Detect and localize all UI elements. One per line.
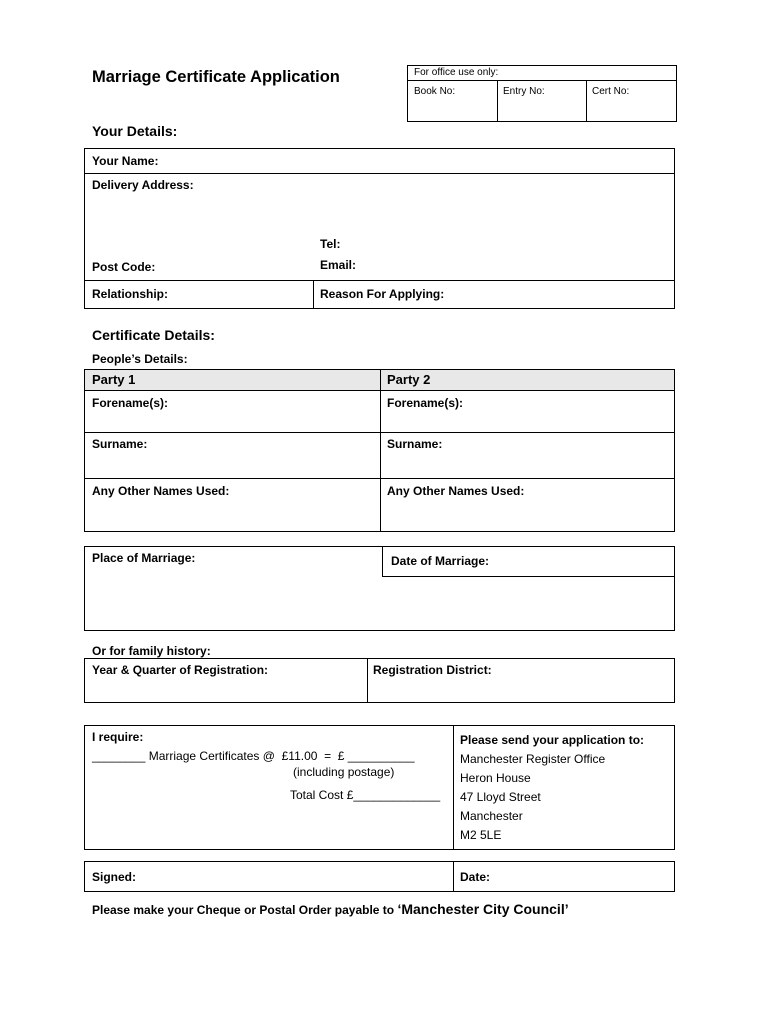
cert-no-label: Cert No: [592, 86, 630, 97]
payable-prefix: Please make your Cheque or Postal Order payable to [92, 903, 398, 917]
post-code-field[interactable]: Post Code: [92, 260, 156, 274]
party-2-surname-field[interactable]: Surname: [387, 437, 443, 451]
relationship-field[interactable]: Relationship: [92, 287, 169, 301]
party-2-header: Party 2 [387, 372, 431, 387]
your-details-box [84, 148, 675, 309]
party-1-header: Party 1 [92, 372, 136, 387]
page-title: Marriage Certificate Application [92, 68, 340, 86]
tel-field[interactable]: Tel: [320, 237, 341, 251]
family-history-heading: Or for family history: [92, 644, 211, 658]
your-name-field[interactable]: Your Name: [92, 154, 159, 168]
reason-field[interactable]: Reason For Applying: [320, 287, 445, 301]
address-line-3: 47 Lloyd Street [460, 790, 541, 804]
peoples-details-label: People’s Details: [92, 352, 188, 366]
payee-name: ‘Manchester City Council’ [397, 901, 569, 917]
peoples-details-table [84, 369, 675, 532]
send-application-heading: Please send your application to: [460, 733, 645, 747]
office-use-label: For office use only: [414, 67, 499, 78]
party-2-forename-field[interactable]: Forename(s): [387, 396, 464, 410]
certificate-details-heading: Certificate Details: [92, 327, 215, 343]
email-field[interactable]: Email: [320, 258, 357, 272]
payable-note [92, 901, 569, 919]
total-cost-line[interactable]: Total Cost £_____________ [290, 788, 441, 802]
signature-box [84, 861, 675, 892]
date-of-marriage-field[interactable]: Date of Marriage: [391, 554, 490, 568]
i-require-label: I require: [92, 730, 144, 744]
address-line-4: Manchester [460, 809, 523, 823]
delivery-address-field[interactable]: Delivery Address: [92, 178, 194, 192]
address-line-2: Heron House [460, 771, 531, 785]
party-1-other-names-field[interactable]: Any Other Names Used: [92, 484, 230, 498]
address-line-1: Manchester Register Office [460, 752, 606, 766]
entry-no-label: Entry No: [503, 86, 545, 97]
party-1-forename-field[interactable]: Forename(s): [92, 396, 169, 410]
date-field[interactable]: Date: [460, 870, 491, 884]
address-line-5: M2 5LE [460, 828, 502, 842]
book-no-label: Book No: [414, 86, 456, 97]
place-of-marriage-field[interactable]: Place of Marriage: [92, 551, 196, 565]
your-details-heading: Your Details: [92, 123, 178, 139]
registration-district-field[interactable]: Registration District: [373, 663, 492, 677]
signed-field[interactable]: Signed: [92, 870, 136, 884]
party-1-surname-field[interactable]: Surname: [92, 437, 148, 451]
including-postage-note: (including postage) [293, 765, 395, 779]
year-quarter-field[interactable]: Year & Quarter of Registration: [92, 663, 269, 677]
party-2-other-names-field[interactable]: Any Other Names Used: [387, 484, 525, 498]
certificates-quantity-line[interactable]: ________ Marriage Certificates @ £11.00 = £ __________ [92, 749, 415, 763]
